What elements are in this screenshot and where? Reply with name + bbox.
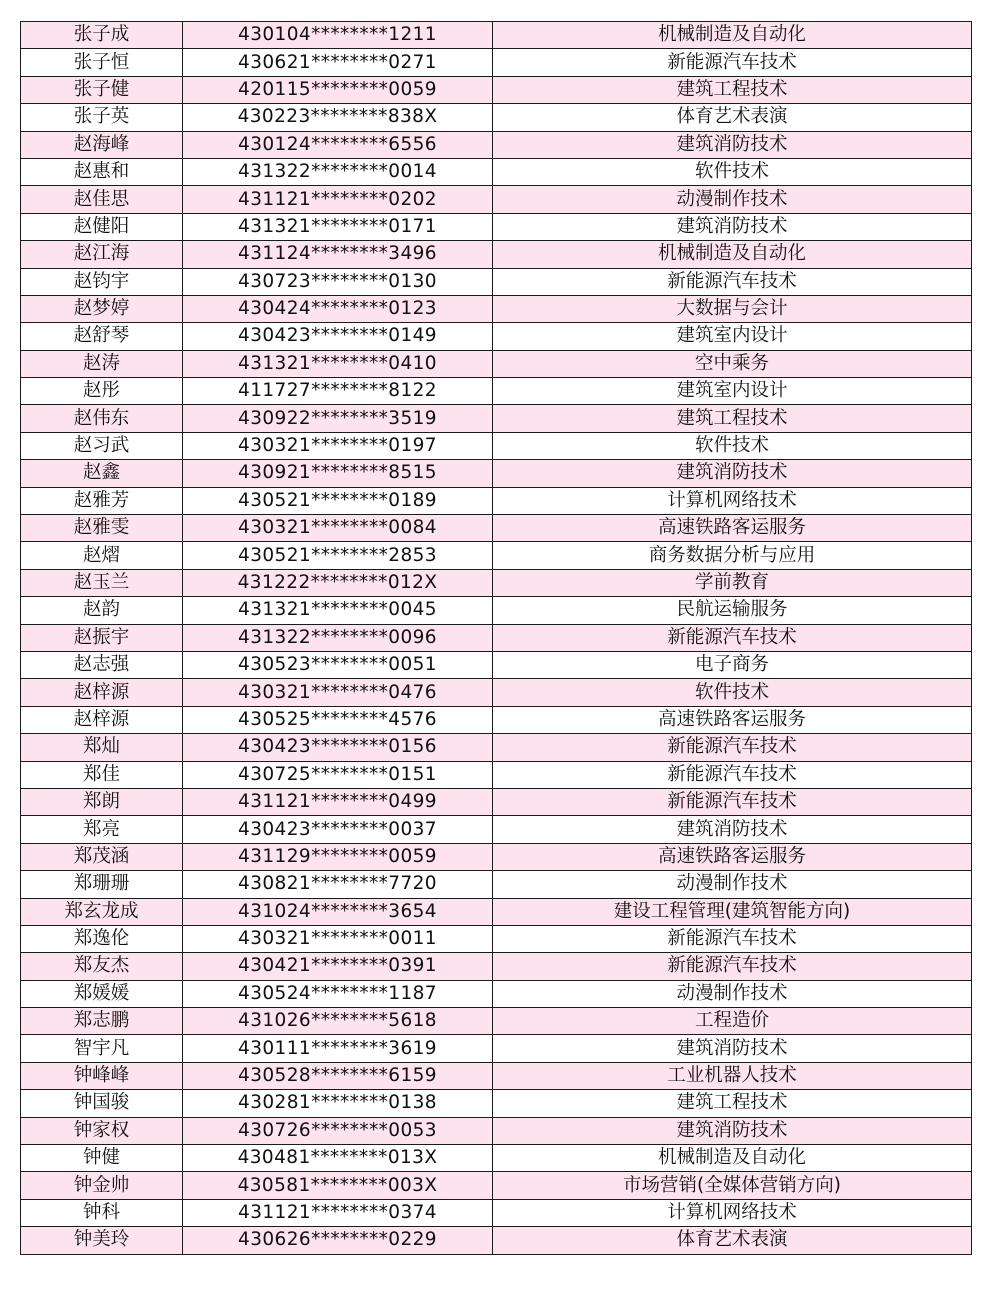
major-cell: 机械制造及自动化 [493,22,972,49]
table-row [21,569,972,596]
table-row [21,104,972,131]
major-cell: 新能源汽车技术 [493,734,972,761]
student-name-cell: 张子恒 [21,49,183,76]
major-cell: 建筑室内设计 [493,323,972,350]
student-name-cell: 赵梦婷 [21,295,183,322]
major-cell: 市场营销(全媒体营销方向) [493,1172,972,1199]
major-cell: 机械制造及自动化 [493,1145,972,1172]
table-row [21,871,972,898]
id-number-cell: 430521********0189 [183,487,493,514]
major-cell: 建筑室内设计 [493,378,972,405]
table-row [21,734,972,761]
table-row [21,1117,972,1144]
student-name-cell: 郑媛媛 [21,980,183,1007]
major-cell: 动漫制作技术 [493,871,972,898]
student-name-cell: 赵熠 [21,542,183,569]
id-number-cell: 430111********3619 [183,1035,493,1062]
major-cell: 建筑消防技术 [493,1035,972,1062]
major-cell: 空中乘务 [493,350,972,377]
table-row [21,788,972,815]
table-row [21,131,972,158]
id-number-cell: 430723********0130 [183,268,493,295]
id-number-cell: 431121********0374 [183,1199,493,1226]
major-cell: 工程造价 [493,1008,972,1035]
id-number-cell: 430423********0149 [183,323,493,350]
id-number-cell: 431026********5618 [183,1008,493,1035]
student-name-cell: 赵海峰 [21,131,183,158]
id-number-cell: 431129********0059 [183,843,493,870]
student-name-cell: 张子成 [21,22,183,49]
major-cell: 新能源汽车技术 [493,788,972,815]
student-name-cell: 郑玄龙成 [21,898,183,925]
table-row [21,405,972,432]
major-cell: 商务数据分析与应用 [493,542,972,569]
major-cell: 计算机网络技术 [493,487,972,514]
student-name-cell: 赵梓源 [21,679,183,706]
major-cell: 新能源汽车技术 [493,761,972,788]
id-number-cell: 431121********0499 [183,788,493,815]
id-number-cell: 431124********3496 [183,241,493,268]
table-row [21,1062,972,1089]
table-row [21,515,972,542]
table-row [21,1172,972,1199]
major-cell: 动漫制作技术 [493,980,972,1007]
id-number-cell: 431322********0096 [183,624,493,651]
major-cell: 新能源汽车技术 [493,925,972,952]
id-number-cell: 430481********013X [183,1145,493,1172]
major-cell: 新能源汽车技术 [493,268,972,295]
table-row [21,268,972,295]
table-row [21,597,972,624]
id-number-cell: 430922********3519 [183,405,493,432]
id-number-cell: 430423********0037 [183,816,493,843]
id-number-cell: 430321********0011 [183,925,493,952]
id-number-cell: 430104********1211 [183,22,493,49]
id-number-cell: 430424********0123 [183,295,493,322]
table-row [21,1227,972,1254]
id-number-cell: 431121********0202 [183,186,493,213]
major-cell: 建设工程管理(建筑智能方向) [493,898,972,925]
table-row [21,49,972,76]
major-cell: 建筑消防技术 [493,213,972,240]
major-cell: 建筑工程技术 [493,76,972,103]
id-number-cell: 431222********012X [183,569,493,596]
major-cell: 建筑消防技术 [493,460,972,487]
major-cell: 动漫制作技术 [493,186,972,213]
id-number-cell: 430523********0051 [183,651,493,678]
major-cell: 软件技术 [493,432,972,459]
id-number-cell: 430626********0229 [183,1227,493,1254]
table-row [21,487,972,514]
table-row [21,953,972,980]
roster-body [21,22,972,1255]
major-cell: 高速铁路客运服务 [493,706,972,733]
major-cell: 建筑消防技术 [493,131,972,158]
id-number-cell: 431321********0410 [183,350,493,377]
student-name-cell: 钟金帅 [21,1172,183,1199]
student-name-cell: 钟家权 [21,1117,183,1144]
table-row [21,843,972,870]
major-cell: 建筑消防技术 [493,1117,972,1144]
id-number-cell: 430281********0138 [183,1090,493,1117]
major-cell: 体育艺术表演 [493,1227,972,1254]
table-row [21,460,972,487]
student-name-cell: 赵惠和 [21,158,183,185]
major-cell: 建筑消防技术 [493,816,972,843]
id-number-cell: 430423********0156 [183,734,493,761]
major-cell: 民航运输服务 [493,597,972,624]
major-cell: 计算机网络技术 [493,1199,972,1226]
student-name-cell: 郑逸伦 [21,925,183,952]
major-cell: 工业机器人技术 [493,1062,972,1089]
table-row [21,1035,972,1062]
table-row [21,761,972,788]
id-number-cell: 431024********3654 [183,898,493,925]
student-name-cell: 赵彤 [21,378,183,405]
student-name-cell: 赵梓源 [21,706,183,733]
student-name-cell: 赵志强 [21,651,183,678]
student-name-cell: 郑珊珊 [21,871,183,898]
id-number-cell: 430321********0476 [183,679,493,706]
table-row [21,295,972,322]
student-name-cell: 赵健阳 [21,213,183,240]
major-cell: 学前教育 [493,569,972,596]
major-cell: 新能源汽车技术 [493,624,972,651]
id-number-cell: 430321********0197 [183,432,493,459]
student-roster-table [20,21,972,1255]
id-number-cell: 430528********6159 [183,1062,493,1089]
student-name-cell: 郑友杰 [21,953,183,980]
major-cell: 机械制造及自动化 [493,241,972,268]
major-cell: 体育艺术表演 [493,104,972,131]
table-row [21,679,972,706]
student-name-cell: 智宇凡 [21,1035,183,1062]
major-cell: 建筑工程技术 [493,405,972,432]
student-name-cell: 赵鑫 [21,460,183,487]
id-number-cell: 430124********6556 [183,131,493,158]
id-number-cell: 430581********003X [183,1172,493,1199]
table-row [21,158,972,185]
major-cell: 大数据与会计 [493,295,972,322]
major-cell: 建筑工程技术 [493,1090,972,1117]
id-number-cell: 430524********1187 [183,980,493,1007]
student-name-cell: 郑志鹏 [21,1008,183,1035]
id-number-cell: 431322********0014 [183,158,493,185]
table-row [21,651,972,678]
student-name-cell: 钟峰峰 [21,1062,183,1089]
student-name-cell: 钟美玲 [21,1227,183,1254]
student-name-cell: 张子英 [21,104,183,131]
table-row [21,186,972,213]
id-number-cell: 431321********0171 [183,213,493,240]
student-name-cell: 张子健 [21,76,183,103]
id-number-cell: 430525********4576 [183,706,493,733]
student-name-cell: 赵涛 [21,350,183,377]
major-cell: 新能源汽车技术 [493,953,972,980]
student-name-cell: 赵江海 [21,241,183,268]
id-number-cell: 430726********0053 [183,1117,493,1144]
id-number-cell: 430421********0391 [183,953,493,980]
table-row [21,925,972,952]
table-row [21,378,972,405]
table-row [21,323,972,350]
id-number-cell: 430321********0084 [183,515,493,542]
student-name-cell: 郑佳 [21,761,183,788]
student-name-cell: 赵佳思 [21,186,183,213]
student-name-cell: 郑亮 [21,816,183,843]
student-name-cell: 郑朗 [21,788,183,815]
id-number-cell: 430521********2853 [183,542,493,569]
student-name-cell: 郑灿 [21,734,183,761]
id-number-cell: 430921********8515 [183,460,493,487]
table-row [21,432,972,459]
id-number-cell: 420115********0059 [183,76,493,103]
table-row [21,706,972,733]
student-name-cell: 郑茂涵 [21,843,183,870]
table-row [21,1090,972,1117]
student-name-cell: 赵舒琴 [21,323,183,350]
major-cell: 软件技术 [493,679,972,706]
table-row [21,624,972,651]
student-name-cell: 钟健 [21,1145,183,1172]
table-row [21,213,972,240]
student-name-cell: 钟科 [21,1199,183,1226]
id-number-cell: 431321********0045 [183,597,493,624]
table-row [21,980,972,1007]
id-number-cell: 430621********0271 [183,49,493,76]
student-name-cell: 赵伟东 [21,405,183,432]
table-row [21,816,972,843]
table-row [21,1199,972,1226]
student-name-cell: 赵习武 [21,432,183,459]
student-name-cell: 赵雅芳 [21,487,183,514]
id-number-cell: 430725********0151 [183,761,493,788]
table-row [21,542,972,569]
major-cell: 电子商务 [493,651,972,678]
student-name-cell: 赵韵 [21,597,183,624]
id-number-cell: 411727********8122 [183,378,493,405]
student-name-cell: 赵玉兰 [21,569,183,596]
major-cell: 高速铁路客运服务 [493,843,972,870]
id-number-cell: 430821********7720 [183,871,493,898]
table-row [21,350,972,377]
major-cell: 高速铁路客运服务 [493,515,972,542]
table-row [21,1008,972,1035]
table-row [21,898,972,925]
student-name-cell: 赵钧宇 [21,268,183,295]
student-name-cell: 赵雅雯 [21,515,183,542]
table-row [21,241,972,268]
student-name-cell: 赵振宇 [21,624,183,651]
table-row [21,1145,972,1172]
table-row [21,22,972,49]
table-row [21,76,972,103]
id-number-cell: 430223********838X [183,104,493,131]
major-cell: 软件技术 [493,158,972,185]
major-cell: 新能源汽车技术 [493,49,972,76]
student-name-cell: 钟国骏 [21,1090,183,1117]
